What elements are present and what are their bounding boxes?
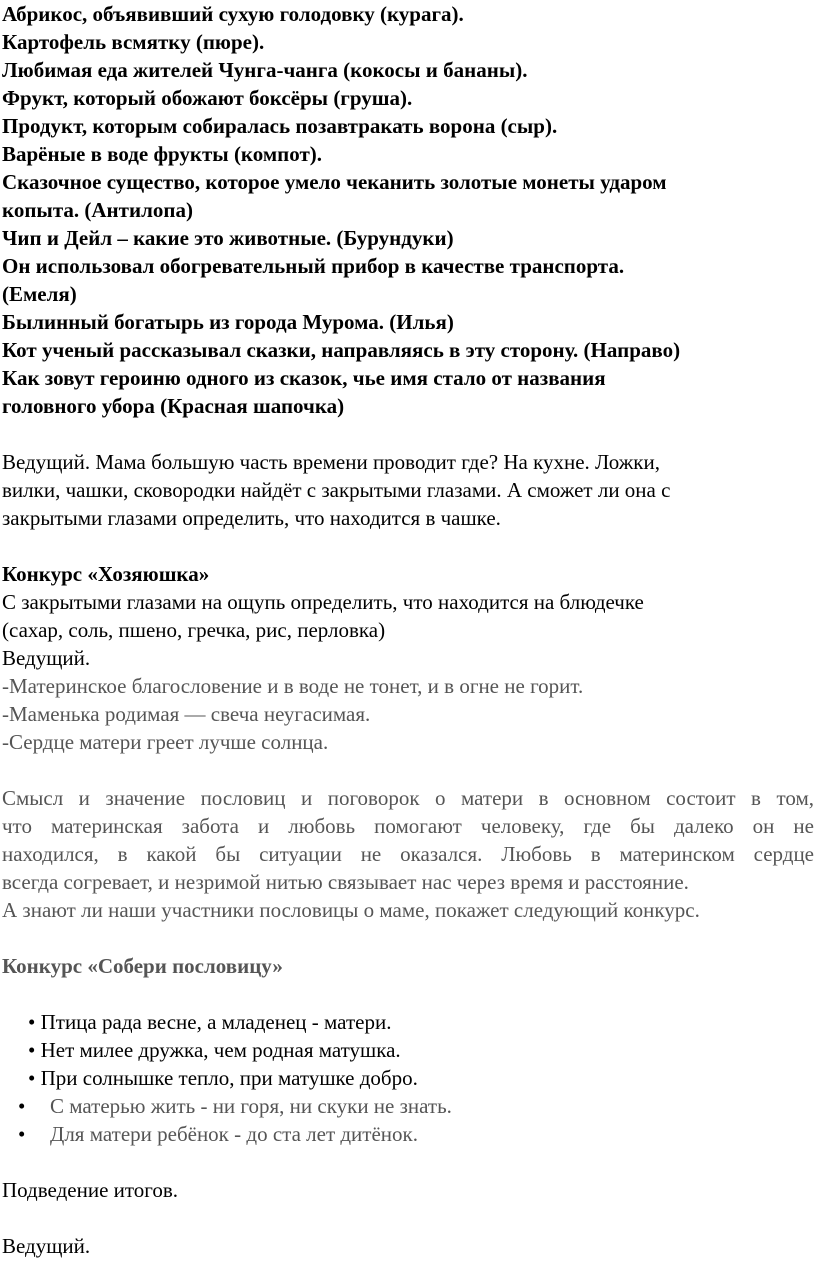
riddle-line: Сказочное существо, которое умело чеканить золотые монеты ударом <box>2 170 667 194</box>
proverb-item: • При солнышке тепло, при матушке добро. <box>28 1066 418 1090</box>
proverb-item: • Нет милее дружка, чем родная матушка. <box>28 1038 401 1062</box>
riddle-line: Как зовут героиню одного из сказок, чье имя стало от названия <box>2 366 606 390</box>
host-intro-line: закрытыми глазами определить, что находится в чашке. <box>2 506 501 530</box>
riddle-line: Продукт, которым собиралась позавтракать ворона (сыр). <box>2 114 558 138</box>
contest-title: Конкурс «Хозяюшка» <box>2 562 210 586</box>
meaning-line: А знают ли наши участники пословицы о маме, покажет следующий конкурс. <box>2 898 700 922</box>
bullet-icon: • <box>18 1122 26 1146</box>
saying-line: -Материнское благословение и в воде не тонет, и в огне не горит. <box>2 674 584 698</box>
contest-desc-line: С закрытыми глазами на ощупь определить, что находится на блюдечке <box>2 590 644 614</box>
proverb-item <box>2 1120 814 1148</box>
riddle-line: головного убора (Красная шапочка) <box>2 394 345 418</box>
proverb-item: • Птица рада весне, а младенец - матери. <box>28 1010 392 1034</box>
host-intro-line: Ведущий. Мама большую часть времени проводит где? На кухне. Ложки, <box>2 450 660 474</box>
riddle-line: Фрукт, который обожают боксёры (груша). <box>2 86 413 110</box>
proverb-item <box>2 1092 814 1120</box>
riddle-line: Любимая еда жителей Чунга-чанга (кокосы и бананы). <box>2 58 528 82</box>
riddle-line: Варёные в воде фрукты (компот). <box>2 142 323 166</box>
host-label: Ведущий. <box>2 646 91 670</box>
host-label: Ведущий. <box>2 1234 91 1258</box>
contest-desc-line: (сахар, соль, пшено, гречка, рис, перловка) <box>2 618 386 642</box>
meaning-line: всегда согревает, и незримой нитью связывает нас через время и расстояние. <box>2 870 689 894</box>
proverb-text: Для матери ребёнок - до ста лет дитёнок. <box>50 1122 418 1146</box>
riddle-line: Былинный богатырь из города Мурома. (Илья) <box>2 310 454 334</box>
riddle-line: Картофель всмятку (пюре). <box>2 30 265 54</box>
host-intro-line: вилки, чашки, сковородки найдёт с закрытыми глазами. А сможет ли она с <box>2 478 671 502</box>
proverb-text: С матерью жить - ни горя, ни скуки не знать. <box>50 1094 452 1118</box>
meaning-line: что материнская забота и любовь помогают человеку, где бы далеко он не <box>2 814 814 838</box>
riddle-line: копыта. (Антилопа) <box>2 198 193 222</box>
saying-line: -Сердце матери греет лучше солнца. <box>2 730 329 754</box>
meaning-line: Смысл и значение пословиц и поговорок о матери в основном состоит в том, <box>2 786 814 810</box>
contest-title: Конкурс «Собери пословицу» <box>2 954 283 978</box>
document-page <box>2 0 814 1260</box>
riddle-line: Он использовал обогревательный прибор в качестве транспорта. <box>2 254 625 278</box>
saying-line: -Маменька родимая — свеча неугасимая. <box>2 702 371 726</box>
riddle-line: Кот ученый рассказывал сказки, направляясь в эту сторону. (Направо) <box>2 338 681 362</box>
riddle-line: (Емеля) <box>2 282 77 306</box>
riddle-line: Чип и Дейл – какие это животные. (Бурундуки) <box>2 226 454 250</box>
summary-line: Подведение итогов. <box>2 1178 179 1202</box>
meaning-line: находился, в какой бы ситуации не оказался. Любовь в материнском сердце <box>2 842 814 866</box>
riddle-line: Абрикос, объявивший сухую голодовку (курага). <box>2 2 464 26</box>
bullet-icon: • <box>18 1094 26 1118</box>
